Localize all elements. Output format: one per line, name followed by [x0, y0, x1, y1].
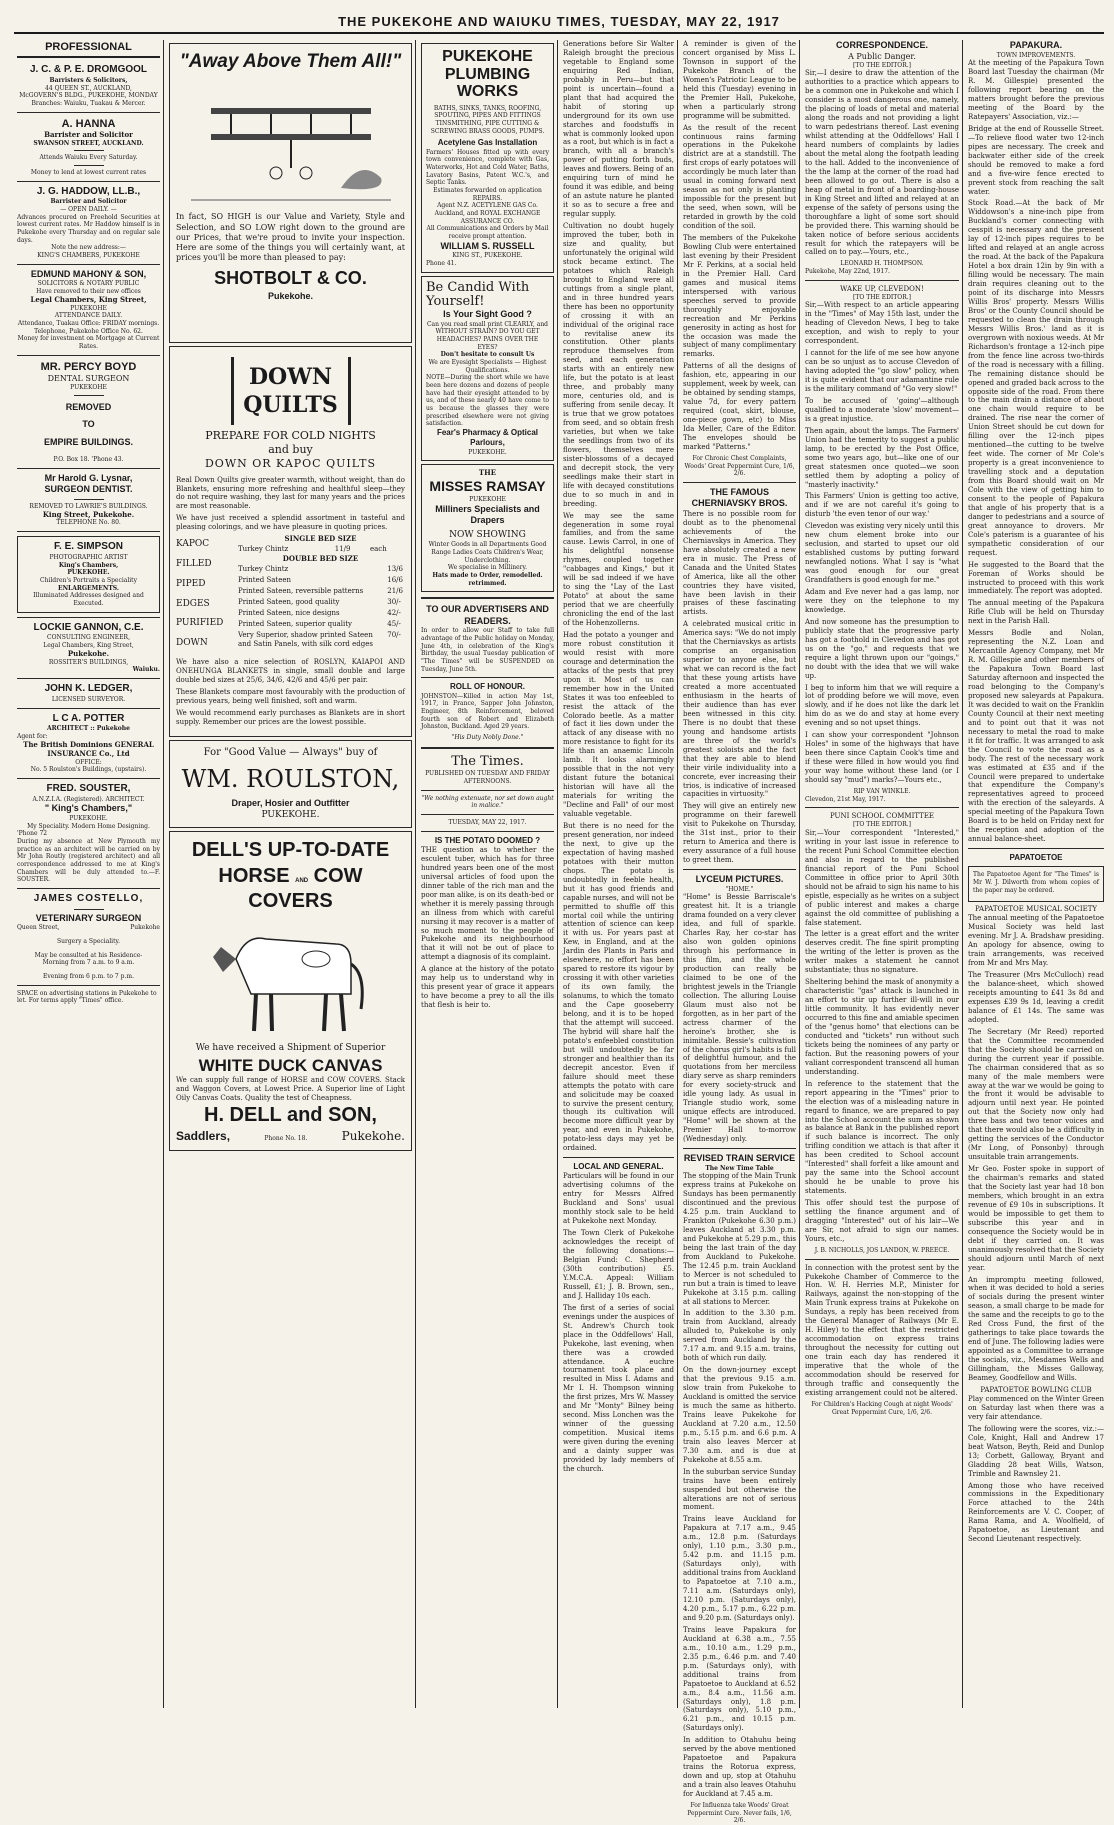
- costello-consult: May be consulted at his Residence-: [34, 951, 143, 959]
- advertisers-title: TO OUR ADVERTISERS AND READERS.: [426, 604, 549, 626]
- fear-title: Be Candid With Yourself!: [426, 279, 530, 309]
- boyd-phone: 'Phone 43.: [91, 456, 124, 464]
- correspondence-p9: And now someone has the presumption to publicly state that the progressive party has got a foothold in Clevedon and has got us on the "go," and requests that we require a light thrown upon our "goings," no doubt with the idea that we will wake up.: [805, 617, 959, 680]
- quilts-p3: We have also a nice selection of ROSLYN, KAIAPOI AND ONEHUNGA BLANKETS in single, small double and large double bed sizes at 25/6, 34/6, 42/6 and 45/6 per pair.: [176, 658, 405, 684]
- fear-town: PUKEKOHE.: [468, 448, 507, 456]
- lyceum-title: LYCEUM PICTURES.: [695, 874, 784, 885]
- simpson-name: F. E. SIMPSON: [54, 541, 123, 553]
- potato-p6: Had the potato a younger and more robust constitution it would resist with more courage and determination the attacks of the pests that prey upon it. Most of us can remember how in the United States it was too enfeebled to resist the attack of the Colorado beetle. As a matter of fact it lies down under the attack of any disease with no more resistance to fight for its life than an anaemic Lincoln lamb. It looks alarmingly possible that in the not very distant future the botanical historian will have all the materials for writing the "Decline and Fall" of our most valuable vegetable.: [563, 630, 674, 819]
- correspondence-p8: Adam and Eve never had a gas lamp, nor were they on the telephone to my knowledge.: [805, 588, 959, 614]
- haddow-hours: — OPEN DAILY. —: [60, 206, 117, 214]
- dell-name: H. DELL and SON,: [204, 1104, 377, 1127]
- lockie-rossiter: ROSSITER'S BUILDINGS,: [48, 658, 129, 666]
- correspondence-editor3: [TO THE EDITOR.]: [853, 821, 911, 829]
- quilts-left: KAPOC FILLED PIPED EDGES PURIFIED DOWN: [176, 539, 224, 649]
- column-5: [680, 40, 799, 1825]
- roulston-trades: Draper, Hosier and Outfitter: [231, 798, 350, 809]
- dell-canvas: WHITE DUCK CANVAS: [198, 1055, 383, 1075]
- quilts-p1: Real Down Quilts give greater warmth, without weight, than do Blankets, ensuring more refreshing and healthful sleep—they do not require washing, they last for many years and the prices are most reasonable.: [176, 475, 405, 511]
- horse-cover-illustration: [206, 919, 376, 1039]
- hanna-card: [17, 117, 160, 177]
- boyd-box: P.O. Box 18.: [53, 456, 90, 464]
- souster-chambers: " King's Chambers,": [44, 803, 133, 814]
- costello-evening: Evening from 6 p.m. to 7 p.m.: [43, 972, 134, 980]
- column-divider: [415, 40, 416, 1708]
- dromgool-role: Barristers & Solicitors,: [49, 76, 128, 84]
- correspondence-p7: Clevedon was existing very nicely until this new chum element broke into our seclusion, and started to upset our old established customs by putting forward newfangled notions. What I say is "what was good enough for our great Grandfathers is good enough for me.": [805, 522, 959, 585]
- potato-p1: THE question as to whether the esculent tuber, which has for three hundred years been one of the most universal articles of food upon the dinner table of the rich man and the poor man alike, is on its death-bed or whether it is merely passing through an illness from which with careful nursing it may recover is a matter of so much moment to the people of Pukekohe and its neighbourhood that it will not be out of place to attempt a diagnosis of its complaint.: [421, 845, 554, 962]
- simpson-portraits: Children's Portraits a Speciality: [40, 576, 137, 584]
- correspondence-p4: To be accused of 'going'—although qualified to a moderate 'slow' movement—is a great injustice.: [805, 396, 959, 423]
- column-divider: [557, 40, 558, 1708]
- haddow-card: [17, 186, 160, 260]
- fear-p3: NOTE—During the short while we have been here dozens and dozens of people have had their eyesight attended to by us, and of these nearly 40 have come to us because the glasses they were prescribed elsewhere were not giving satisfaction.: [426, 374, 549, 428]
- local-p3: The first of a series of social evenings under the auspices of St. Andrew's Church took place in the Oddfellows' Hall, Pukekohe, last evening, when there was a crowded attendance. A euchre tournament took place and resulted in Miss I. Adams and Mr I. H. Thompson winning the first prizes, Mrs W. Massey and Mr "Monty" Bilney being second. Miss Lonchen was the winner of the guessing competition. Musical items were given during the evening and a dainty supper was provided by lady members of the church.: [563, 1303, 674, 1473]
- papakura-p7: The Papatoetoe Agent for "The Times" is Mr W. J. Dilworth from whom copies of the paper may be ordered.: [973, 871, 1099, 894]
- dell-ad: [169, 831, 412, 1151]
- correspondence-date1: Pukekohe, May 22nd, 1917.: [805, 268, 890, 276]
- plumbing-estimates: Estimates forwarded on application: [433, 187, 542, 195]
- hanna-address: SWANSON STREET, AUCKLAND.: [33, 139, 144, 147]
- souster-name: FRED. SOUSTER,: [46, 782, 131, 794]
- dromgool-address2: McGOVERN'S BLDG., PUKEKOHE, MONDAY: [19, 92, 158, 100]
- column-4: [560, 40, 677, 1708]
- lysnar-name: Mr Harold G. Lysnar,: [44, 472, 133, 483]
- simpson-enlarge: ENLARGEMENTS.: [58, 584, 119, 592]
- quilts-and: and buy: [268, 443, 313, 457]
- souster-card: [17, 783, 160, 884]
- correspondence-p14: Sheltering behind the mask of anonymity a characteristic "gas" attack is launched in an effort to stir up further ill-will in our little community. It has evidently never occurred to this fine and amiable specimen of the "genus homo" that elections can be conducted and "tickets" run without such tickets being the nominees of any party or faction. But the reasoning powers of your valiant correspondent transcend all human understanding.: [805, 978, 959, 1076]
- souster-cred: A.N.Z.I.A. (Registered). ARCHITECT.: [32, 795, 145, 803]
- dell-title2: HORSE: [218, 864, 290, 887]
- bowling-title: PAPATOETOE BOWLING CLUB: [980, 1385, 1092, 1394]
- costello-role: VETERINARY SURGEON: [35, 912, 142, 923]
- lockie-waiuku: Waiuku.: [132, 666, 160, 674]
- local-p1: Particulars will be found in our advertising columns of the entry for Messrs Alfred Buckland and Sons' usual monthly stock sale to be held at Pukekohe next Monday.: [563, 1172, 674, 1226]
- hanna-note: Attends Waiuku Every Saturday.: [39, 154, 138, 162]
- ledger-name: JOHN K. LEDGER,: [44, 683, 133, 695]
- plumbing-phone: Phone 41.: [426, 259, 457, 267]
- times-motto: "We nothing extenuate, nor set down aught in malice.": [421, 794, 554, 810]
- concert-p1: A reminder is given of the concert organised by Miss L. Townson in support of the Pukekohe Branch of the Women's Patriotic League to be held this (Tuesday) evening in the Premier Hall, Pukekohe, when a particularly strong programme will be submitted.: [683, 40, 796, 120]
- plumbing-agent: Agent N.Z. ACETYLENE GAS Co. Auckland, and ROYAL EXCHANGE ASSURANCE CO.: [434, 202, 541, 225]
- papakura-sub: TOWN IMPROVEMENTS.: [996, 51, 1076, 59]
- correspondence-p16: This offer should test the purpose of settling the finance argument and of dragging "Interested" out of his lair—We are Sir, not afraid to sign our names. Yours, etc.,: [805, 1199, 959, 1243]
- costello-morning: Morning from 7 a.m. to 9 a.m.: [42, 959, 135, 967]
- haddow-name: J. G. HADDOW, LL.B.,: [36, 185, 141, 197]
- dromgool-address: 44 QUEEN ST., AUCKLAND,: [45, 84, 132, 92]
- train-p2: In addition to the 3.30 p.m. train from Auckland, already alluded to, Pukekohe is only served from Auckland by the 7.17 a.m. and 9.15 a.m. trains, both of which run daily.: [683, 1309, 796, 1363]
- musical-title: PAPATOETOE MUSICAL SOCIETY: [974, 905, 1098, 914]
- train-p7: In addition to Otahuhu being served by the above mentioned Papatoetoe and Papakura trains the Rotorua express, down and up, stop at Otahuhu and a train also leaves Otahuhu for Auckland at 7.45 a.m.: [683, 1736, 796, 1799]
- lysnar-phone: TELEPHONE No. 80.: [56, 519, 121, 527]
- plumbing-orders: All Communications and Orders by Mail receive prompt attention.: [426, 225, 549, 241]
- quilts-p5: We would recommend early purchases as Blankets are in short supply. Remember our prices are the lowest possible.: [176, 708, 405, 726]
- potter-agent: Agent for:: [17, 733, 48, 741]
- mahony-attendance: ATTENDANCE DAILY.: [54, 312, 123, 320]
- plumbing-street: KING ST., PUKEKOHE.: [452, 252, 523, 260]
- plumbing-title: PUKEKOHE PLUMBING WORKS: [442, 48, 533, 101]
- lockie-name: LOCKIE GANNON, C.E.: [33, 621, 144, 633]
- simpson-town: PUKEKOHE.: [67, 569, 110, 577]
- lockie-chambers: Legal Chambers,: [43, 642, 95, 650]
- times-title: The Times.: [451, 753, 524, 769]
- ramsay-the: THE: [478, 468, 497, 478]
- plumbing-name: WILLIAM S. RUSSELL: [440, 240, 535, 251]
- cherniavsky-p2: A celebrated musical critic in America says: "We do not imply that the Cherniavskys as artists comprise an organisation superior to anyone else, but what we can record is the fact that these young artists have created a more accentuated enthusiasm in the hearts of their audience than has ever been witnessed in this city. There is no doubt that these young and handsome artists are three of the world's greatest soloists and the fact that they are able to blend their virile individuality into a concrete, ever increasing their trios, is indicative of increased capacities in virtuosity.": [683, 620, 796, 799]
- concert-ad: For Chronic Chest Complaints, Woods' Great Peppermint Cure, 1/6, 2/6.: [684, 454, 795, 478]
- simpson-illum: Illuminated Addresses designed and Executed.: [33, 592, 144, 607]
- cherniavsky-p3: They will give an entirely new programme on their farewell visit to Pukekohe on Thursday, the 31st inst., prior to their return to America and there is every assurance of a full house to greet them.: [683, 802, 796, 865]
- lysnar-street: King Street,: [42, 509, 91, 519]
- train-p4: In the suburban service Sunday trains have been entirely suspended but otherwise the alterations are not of serious moment.: [683, 1467, 796, 1512]
- costello-surgery: Surgery a Speciality.: [57, 937, 120, 945]
- papakura-title: PAPAKURA.: [1009, 40, 1063, 50]
- ramsay-p1: Winter Goods in all Departments Good Range Ladies Coats Children's Wear, Underclothing.: [428, 541, 547, 564]
- shotbolt-text: In fact, SO HIGH is our Value and Variety, Style and Selection, and SO LOW right down to the ground are our Prices, that we're proud to invite your inspection. Here are some of the things you will certainly want, at prices you'll be more than pleased to pay:: [176, 212, 405, 263]
- correspondence-p6: This Farmers' Union is getting too active, and if we are not careful it's going to disturb 'the even tenor of our way.': [805, 492, 959, 519]
- costello-town: Pukekohe: [130, 924, 160, 932]
- mahony-text: Have removed to their new offices: [36, 287, 141, 295]
- ramsay-name: MISSES RAMSAY: [429, 478, 546, 495]
- roulston-ad: [169, 740, 412, 829]
- dromgool-card: [17, 64, 160, 107]
- fear-p1: Can you read small print CLEARLY, and WITHOUT STRAIN? DO YOU GET HEADACHES? PAINS OVER THE EYES?: [426, 320, 549, 351]
- souster-town: PUKEKOHE.: [69, 814, 108, 822]
- shotbolt-slogan: "Away Above Them All!": [179, 51, 402, 72]
- column-divider: [163, 40, 164, 1708]
- simpson-role: PHOTOGRAPHIC ARTIST: [49, 553, 128, 561]
- dell-title1: DELL'S UP-TO-DATE: [191, 839, 390, 862]
- train-p3: On the down-journey except that the previous 9.15 a.m. slow train from Pukekohe to Auckland is omitted the service is much the same as hitherto. Trains leave Pukekohe for Auckland at 7.20 a.m., 12.50 p.m., 5.15 p.m. and 6.6 p.m. A train also leaves Mercer at 7.30 a.m. and is due at Pukekohe at 8.55 a.m.: [683, 1366, 796, 1464]
- lockie-street: King Street,: [96, 642, 134, 650]
- papakura-p5: The annual meeting of the Papakura Rifle Club will be held on Thursday next in the Parish Hall.: [968, 599, 1104, 626]
- honour-text: JOHNSTON—Killed in action May 1st, 1917, in France, Sapper John Johnston, Engineer, 8th Reinforcement, beloved fourth son of Robert and Elizabeth Johnston, Buckland. Aged 29 years.: [421, 692, 554, 731]
- fear-ad: [421, 276, 554, 462]
- correspondence-p13: The letter is a great effort and the writer deserves credit. The fine spirit prompting the writing of the letter is proven as the writer makes a statement he cannot substantiate; thus no signature.: [805, 930, 959, 975]
- potter-role: ARCHITECT :: Pukekohe: [47, 725, 130, 733]
- ramsay-town: PUKEKOHE: [469, 496, 506, 504]
- papakura-p9: The Treasurer (Mrs McCulloch) read the balance-sheet, which showed receipts amounting to £41 3s 8d and expenses £39 9s 1d, leaving a credit balance of £1 14s. The same was adopted.: [968, 971, 1104, 1024]
- potato-p7: But there is no need for the present generation, nor indeed the next, to give up the expectation of having mashed potatoes with their mutton chops. The potato is undoubtedly in feeble health, but it has good friends and capable nurses, and will not be permitted to shuffle off this mortal coil while the untiring attention of science can keep it with us. For years past at Kew, in England, and at the Jardin des Plants in Paris and elsewhere, no effort has been spared to restore its vigour by crossing it with other varieties of its own family, the solanums, to which the tomato and the Cape gooseberry belong, and it is to be hoped that the attempt will succeed. The hybrid will share half the potato's enfeebled constitution but will undoubtedly be far stronger and healthier than its decrepit ancestor. Even if failure should meet these attempts the potato with care and solicitude may be coaxed to survive the present century, though its cultivation will become more difficult year by year, and even in Pukekohe, potato-less days may yet be ordained.: [563, 821, 674, 1153]
- papakura-p6: Messrs Bodle and Nolan, representing the N.Z. Loan and Mercantile Agency Company, met Mr R. M. Gillespie and other members of the Papakura Town Board last Saturday afternoon and inspected the road belonging to the Company's proposed new saleyards at Papakura. It was decided to wait on the Franklin County Council at their next meeting and to point out that it was not necessary to metal the road to make it fit for traffic. It was arranged to ask the Council to vote the road as a body. The rest of the necessary work was estimated at £35 and if the Council were prepared to undertake that expenditure the Company's representatives agreed to proceed with the erection of the saleyards. A special meeting of the Papakura Town Board is to be held on Friday next for the reception and adoption of the annual balance-sheet.: [968, 629, 1104, 844]
- plumbing-acetylene: Acetylene Gas Installation: [437, 138, 538, 148]
- quilts-kinds: DOWN OR KAPOC QUILTS: [204, 457, 377, 471]
- correspondence-sign1: LEONARD H. THOMPSON.: [840, 260, 924, 268]
- fear-consult: Don't hesitate to consult Us: [440, 351, 535, 359]
- train-p1: The stopping of the Main Trunk express trains at Pukekohe on Sundays has been permanently discontinued and the previous 4.25 p.m. train Auckland to Frankton (Pukekohe 6.30 p.m.) leaves Auckland at 3.30 p.m. and Pukekohe at 5.29 p.m., this being the last train of the day from Auckland to Pukekohe. The 12.45 p.m. train Auckland to Mercer is not scheduled to run but a train is timed to leave Pukekohe at 3.15 p.m. calling at all stations to Mercer.: [683, 1172, 796, 1306]
- ads-column: [166, 40, 415, 1708]
- table-row: Printed Sateen, good quality 30/-: [238, 597, 401, 606]
- potato-p4: Cultivation no doubt hugely improved the tuber, both in size and quality, but unfortunately the original wild stock became extinct. The potatoes which Raleigh brought to England were all cuttings from a single plant, and in three hundred years there has been no opportunity of crossing it with an individual of the original race to revitalise anew its constitution. Other plants reproduce themselves from seed, and each generation starts with an entirely new life, but the potato is at least three, and probably many more, centuries old, and is suffering from senile decay. It is true that we grow potatoes from seed, and so obtain fresh varieties, but when we take the seedlings from two of its flowers, themselves mere sister-blossoms of a decayed and decrepit stock, the very seedlings make their start in life with decayed constitutions due to so much in and in breeding.: [563, 222, 674, 508]
- dell-trade: Saddlers,: [176, 1128, 231, 1143]
- correspondence-p10: I beg to inform him that we will require a lot of prodding before we will move, even slowly, and if he does not like the dark let him do as we do and stay at home every evening and so not upset things.: [805, 683, 959, 728]
- boyd-to: TO: [82, 419, 95, 430]
- papakura-p10: The Secretary (Mr Reed) reported that the Committee recommended that the Society should be carried on during the current year if possible. The chairman considered that as so many of the male members were away at the war we would be going to the front it would be advisable to adjourn until next year. He pointed out that the Society now only had three bass and two tenor voices and that there would also be a difficulty in getting the services of the Conductor (Mr Long, of Ponsonby) through unsuitable train arrangements.: [968, 1027, 1104, 1162]
- souster-phone: 'Phone 72: [17, 830, 48, 838]
- times-pub: PUBLISHED ON TUESDAY AND FRIDAY AFTERNOONS.: [425, 770, 550, 786]
- correspondence-editor2: [TO THE EDITOR.]: [853, 293, 911, 301]
- space-ad: SPACE on advertising stations in Pukekohe to let. For terms apply "Times" office.: [17, 989, 157, 1005]
- times-date: TUESDAY, MAY 22, 1917.: [448, 819, 527, 827]
- roulston-lead: For "Good Value — Always" buy of: [203, 746, 378, 758]
- dell-amp: AND: [295, 877, 309, 884]
- quilts-double-table: [236, 564, 405, 650]
- hanna-name: A. HANNA: [61, 117, 116, 130]
- simpson-card: [17, 536, 160, 613]
- advertisers-text: In order to allow our Staff to take full advantage of the Public holiday on Monday, June 4th, in celebration of the King's Birthday, the usual Tuesday publication of "The Times" will be SUSPENDED on Tuesday, June 5th.: [421, 627, 554, 673]
- souster-text: During my absence at New Plymouth my practice as an architect will be carried on by Mr John Routly (registered architect) and all correspondence addressed to me at King's Chambers will be duly attended to.—F. SOUSTER.: [17, 837, 160, 884]
- potter-address: No. 5 Roulston's Buildings, (upstairs).: [30, 766, 147, 774]
- dell-text: We can supply full range of HORSE and COW COVERS. Stack and Waggon Covers, at Lowest Price. A Superior line of Light Oily Canvas Coats. Quality the test of Cheapness.: [176, 1076, 405, 1103]
- train-title: REVISED TRAIN SERVICE: [683, 1152, 796, 1163]
- train-p6: Trains leave Papakura for Auckland at 6.38 a.m., 7.55 a.m., 10.10 a.m., 1.29 p.m., 2.35 p.m., 6.46 p.m. and 7.40 p.m. (Saturdays only), with additional trains from Papatoetoe to Auckland at 6.52 a.m., 8.4 a.m., 11.56 a.m. (Saturdays only), 1.8 p.m. (Saturdays only), 5.10 p.m., 6.21 p.m., and 10.15 p.m. (Saturdays only).: [683, 1625, 796, 1733]
- plumbing-ad: [421, 43, 554, 273]
- train-p5: Trains leave Auckland for Papakura at 7.17 a.m., 9.45 a.m., 12.8 p.m. (Saturdays only), 1.10 p.m., 3.30 p.m., 5.42 p.m. and 11.15 p.m. (Saturdays only), with additional trains from Auckland to Papatoetoe at 7.10 a.m., 7.11 a.m. (Saturdays only), 12.10 p.m. (Saturdays only), 4.20 p.m., 5.17 p.m., 6.22 p.m. and 9.20 p.m. (Saturdays only).: [683, 1515, 796, 1622]
- table-row: Printed Sateen 16/6: [238, 576, 403, 585]
- dell-town: Pukekohe.: [341, 1128, 405, 1143]
- quilts-sub: PREPARE FOR COLD NIGHTS: [205, 429, 376, 443]
- cherniavsky-title: THE FAMOUS CHERNIAVSKY BROS.: [691, 486, 788, 509]
- train-sub: The New Time Table: [705, 1164, 774, 1172]
- honour-verse: "His Duty Nobly Done.": [451, 734, 524, 742]
- column-divider: [799, 40, 800, 1708]
- haddow-address: KING'S CHAMBERS, PUKEKOHE: [37, 252, 140, 260]
- potter-company: The British Dominions GENERAL INSURANCE Co., Ltd: [23, 739, 154, 758]
- shotbolt-town: Pukekohe.: [267, 290, 314, 301]
- lysnar-town: Pukekohe.: [93, 509, 135, 519]
- lyceum-p1: "Home" is Bessie Barriscale's greatest hit. It is a triangle drama founded on a very clever idea, and full of sparkle. Charles Ray, her co-star has also won golden opinions through his performance in this film, and the whole production can really be claimed to be one of the brightest jewels in the Triangle collection. The alluring Louise Glaum must also not be forgotten, as in her part of the actress charmer of the heroine's brother, she is inimitable. Bessie's cultivation of the chorus girl's habits is full of delightful humour, and the quotations from her merciless diary serve as sharp reminders for every society-struck and idle young lady. As usual in Triangle studio work, some unique effects are introduced. "Home" will be shown at the Premier Hall to-morrow (Wednesday) only.: [683, 893, 796, 1144]
- correspondence-p12: Sir,—Your correspondent "Interested," writing in your last issue in reference to the recent Puni School Committee election and also in regard to the published financial report of the Puni School Committee in office prior to April 30th should not be afraid to sign his name to his epistle, especially as he writes on a subject of public interest and makes a charge against the old committee of publishing a false statement.: [805, 828, 959, 927]
- correspondence-p15: In reference to the statement that the report appearing in the "Times" prior to the election was of a misleading nature in regard to finance, we are prepared to pay into the School account the sum as shown as balance at Bank in the published report if such balance is incorrect. The only trifling condition we attach is that after it has been credited to School account "Interested" shall forfeit a like amount and pay the same into the School account should he be unable to prove his statements.: [805, 1079, 959, 1196]
- dell-title3: COW COVERS: [248, 864, 363, 913]
- quilts-single-header: SINGLE BED SIZE: [284, 534, 357, 544]
- ramsay-ad: [421, 464, 554, 592]
- potato-title: IS THE POTATO DOOMED ?: [434, 835, 541, 845]
- boyd-name: MR. PERCY BOYD: [40, 360, 137, 373]
- correspondence-column: [802, 40, 962, 1708]
- shotbolt-name: SHOTBOLT & CO.: [214, 268, 367, 289]
- haddow-note: Note the new address:—: [51, 244, 126, 252]
- hanna-money: Money to lend at lowest current rates: [30, 168, 147, 176]
- dromgool-name: J. C. & P. E. DROMGOOL: [29, 64, 148, 76]
- boyd-town: PUKEKOHE: [70, 383, 107, 391]
- papakura-p2: Bridge at the end of Rousselle Street.—To relieve flood water two 12-inch pipes are necessary. The creek and backwater either side of the creek should be removed to make a ford and a five-wire fence erected to prevent stock from reaching the salt water.: [968, 124, 1104, 196]
- quilts-double-header: DOUBLE BED SIZE: [282, 554, 359, 564]
- potato-p3: Generations before Sir Walter Raleigh brought the precious vegetable to England some enquiring Red Indian, probably in Peru—but that point is uncertain—found a plant that had acquired the habit of storing up underground for its own use starches and foodstuffs in what is commonly looked upon as a root, but which is in fact a branch, with all a branch's power of putting forth buds, leaves and flowers. Being of an enquiring turn of mind he found it was edible, and being of an astute nature he planted it so as to secure a free and regular supply.: [563, 40, 674, 219]
- airplane-illustration: [191, 78, 391, 208]
- papakura-p11: Mr Geo. Foster spoke in support of the chairman's remarks and stated that the Society last year had 18 bon members, which brought in an extra revenue of £9 10s in subscriptions. It would be impossible to get them to subscribe this year and in consequence the Society would be in debt if they carried on. It was unanimously resolved that the Society should adjourn until March of next year.: [968, 1165, 1104, 1272]
- table-row: Printed Sateen, superior quality 45/-: [238, 619, 401, 628]
- masthead: [14, 14, 1104, 34]
- table-row: Very Superior, shadow printed Sateen and Satin Panels, with silk cord edges 70/-: [238, 630, 401, 648]
- papakura-column: [965, 40, 1107, 1708]
- cherniavsky-p1: There is no possible room for doubt as to the phenomenal achievements of the Cherniavskys in America. They have absolutely created a new era in music. The Press of Canada and the United States of America, like all the other countries they have visited, have been lavish in their praises of these fascinating artists.: [683, 509, 796, 617]
- quilts-title2: QUILTS: [243, 392, 338, 419]
- papakura-p12: An impromptu meeting followed, when it was decided to hold a series of socials during the present winter season, a small charge to be made for the same and the receipts to go to the Red Cross Fund, the first of the gatherings to take place towards the end of June. The following ladies were appointed as a Committee to arrange the socials, viz., Mesdames Wells and Gillingham, the Misses Galloway, Beamey, Goodfellow and Wills.: [968, 1275, 1105, 1383]
- ramsay-p3: Hats made to Order, remodelled. retrimmed.: [432, 572, 543, 587]
- papakura-p4: He suggested to the Board that the Foreman of Works should be instructed to proceed with this work immediately. The report was adopted.: [968, 560, 1104, 596]
- costello-street: Queen Street,: [17, 924, 60, 932]
- concert-p2: As the result of the recent continuous rains farming operations in the Pukekohe district are at a standstill. The first crops of early potatoes will accordingly be much later than usual in coming forward next season as not only is planting impossible for the present but the seed, when sown, will be retarded in growth by the cold condition of the soil.: [683, 123, 796, 231]
- correspondence-sign2: RIP VAN WINKLE.: [853, 788, 911, 796]
- lysnar-role: SURGEON DENTIST.: [44, 484, 133, 495]
- correspondence-p2: Sir,—With respect to an article appearing in the "Times" of May 15th last, under the heading of Clevedon News, I beg to take exception, and wish to reply to your correspondent.: [805, 301, 959, 346]
- mahony-town: PUKEKOHE: [70, 304, 107, 312]
- local-title: LOCAL AND GENERAL.: [573, 1162, 664, 1172]
- fear-p2: We are Eyesight Specialists — Highest Qualifications.: [428, 359, 547, 374]
- mahony-money: Money for investment on Mortgage at Current Rates.: [17, 335, 160, 350]
- ramsay-trade: Milliners Specialists and Drapers: [435, 503, 540, 526]
- concert-p4: Patterns of all the designs of fashion, etc, appearing in our supplement, week by week, can be obtained by sending stamps, value 7d, for every pattern required (coat, skirt, blouse, one-piece gown, etc) to Miss Ida Meller, Care of the Editor. The envelopes should be marked "Patterns.": [683, 362, 796, 451]
- honour-title: ROLL OF HONOUR.: [450, 682, 525, 692]
- correspondence-p3: I cannot for the life of me see how anyone can be so unjust as to accuse Clevedon of having adopted the "go slow" policy, when it is quite evident that our adamantine rule is the military command of "Go very slow!": [805, 349, 959, 393]
- ledger-role: LICENSED SURVEYOR.: [51, 695, 126, 703]
- table-row: Turkey Chintz 11/9 each: [238, 545, 387, 554]
- boyd-building: EMPIRE BUILDINGS.: [43, 436, 133, 447]
- costello-name: JAMES COSTELLO,: [33, 892, 144, 904]
- lysnar-removed: REMOVED TO LAWRIE'S BUILDINGS.: [29, 502, 148, 510]
- lockie-role: CONSULTING ENGINEER,: [47, 634, 130, 642]
- professional-header: PROFESSIONAL: [17, 40, 160, 58]
- plumbing-repairs: REPAIRS.: [472, 194, 503, 202]
- local-p2: The Town Clerk of Pukekohe acknowledges the receipt of the following donations:— Belgian Fund: C. Shepherd (30th contribution) £5. Y.M.C.A. Appeal: William Russell, £1; J. B. Brown, sen., and J. Halliday 10s each.: [563, 1229, 674, 1300]
- table-row: Turkey Chintz 13/6: [238, 565, 403, 574]
- plumbing-p1: Farmers' Houses fitted up with every town convenience, complete with Gas, Waterworks, Hot and Cold Water, Baths, Lavatory Basins, Patent W.C.'s, and Septic Tanks.: [426, 148, 549, 187]
- simpson-chambers: King's Chambers,: [58, 561, 119, 569]
- papakura-p3: Stock Road.—At the back of Mr Widdowson's a nine-inch pipe from Buckland's corner connecting with cesspit is necessary and the present lay of 12-inch pipes requires to be lifted and relayed at an angle across the road. At the back of the Papakura Hotel a box drain 12in by 9in with a filling would be necessary. The main drain requires cleaning out to the point of its discharge into Messrs Willis Bros' property. Messrs Willis Bros' or the County Council should be requested to clean the drain through Messrs Willis Bros.' land as it is overgrown with noxious weeds. At Mr Richardson's frontage a 12-inch pipe from the fence line across two-thirds of the road is necessary with a filling. The remaining distance should be opened and graded back across to the opposite side of the road. From there to the main drain a distance of about one chain would require to be drained. The rise near the corner of Union Street should be cut down for filling over the 12-inch pipes mentioned—the cutting to be twelve feet wide. The corner of Mr Cole's property is a great inconvenience to travelling stock and a deputation from this Board should wait on Mr Cole with the view of getting him to consent to the people of Papakura that angle of his property that is a danger to pedestrians and a source of great annoyance to drovers. Mr Cole's paterism is a guarantee of his sympathetic consideration of our request.: [968, 199, 1104, 557]
- boyd-card: [17, 360, 160, 464]
- dromgool-branches: Branches: Waiuku, Tuakau & Mercer.: [31, 99, 146, 107]
- lockie-card: [17, 622, 160, 674]
- boyd-removed: REMOVED: [65, 401, 112, 412]
- mahony-chambers: Legal Chambers, King Street,: [30, 294, 147, 304]
- correspondence-ad: For Children's Hacking Cough at night Woods' Great Peppermint Cure, 1/6, 2/6.: [811, 1400, 953, 1416]
- mahony-tuakau: Attendance, Tuakau Office: FRIDAY mornings. Telephone, Pukekohe Office No. 62.: [17, 319, 160, 335]
- table-row: Printed Sateen, reversible patterns 21/6: [238, 587, 403, 596]
- column-divider: [677, 40, 678, 1708]
- boyd-role: DENTAL SURGEON: [47, 373, 130, 383]
- correspondence-editor: [TO THE EDITOR.]: [853, 61, 911, 69]
- ramsay-p2: We specialise in Millinery.: [447, 564, 528, 572]
- fear-name: Fear's Pharmacy & Optical Parlours,: [436, 428, 539, 448]
- potter-card: [17, 713, 160, 774]
- hanna-role: Barrister and Solicitor: [44, 129, 133, 139]
- dell-shipment: We have received a Shipment of Superior: [195, 1043, 386, 1054]
- correspondence-p5: Then again, about the lamps. The Farmers' Union had the temerity to suggest a public lamp, to be erected by the Post Office, some two years ago, but—like one of our great statesmen once quoted—we soon settled them by adopting a policy of "masterly inactivity.": [805, 426, 959, 489]
- papakura-p14: The following were the scores, viz.:—Cole, Knight, Hall and Andrew 17 beat Watson, Beyth, Reid and Dunlop 13; Corbett, Galloway, Bryant and Gladding 28 beat Wills, Watson, Trimble and Rawnsley 21.: [968, 1424, 1104, 1478]
- mahony-name: EDMUND MAHONY & SON,: [30, 268, 147, 279]
- train-ad: For Influenza take Woods' Great Peppermint Cure. Never fails, 1/6, 2/6.: [687, 1801, 792, 1825]
- mahony-role: SOLICITORS & NOTARY PUBLIC: [37, 280, 140, 288]
- costello-card: [17, 893, 160, 981]
- potter-office: OFFICE:: [75, 758, 102, 766]
- potato-p2: A glance at the history of the potato may help us to understand why in this present year of grace it appears to have become a prey to all the ills that flesh is heir to.: [421, 965, 554, 1010]
- plumbing-services: BATHS, SINKS, TANKS, ROOFING, SPOUTING, PIPES AND FITTINGS TINSMITHING, PIPE CUTTING & SCREWING BRASS GOODS, PUMPS.: [430, 104, 545, 135]
- haddow-role: Barrister and Solicitor: [50, 198, 127, 206]
- roulston-town: PUKEKOHE.: [261, 809, 320, 820]
- correspondence-p11: I can show your correspondent "Johnson Holes" in some of the highways that have been there since Captain Cook's time and if these were filled in how would you find your way home without these land (or I should say "mud") marks?—Yours etc.,: [805, 731, 959, 785]
- ledger-card: [17, 683, 160, 703]
- dell-phone: Phone No. 18.: [264, 1134, 308, 1142]
- papatoetoe-title: PAPATOETOE: [1009, 853, 1063, 863]
- potter-name: L C A. POTTER: [52, 712, 125, 724]
- correspondence-wake: WAKE UP, CLEVEDON!: [840, 284, 924, 293]
- ramsay-showing: NOW SHOWING: [449, 529, 526, 540]
- papakura-p15: Among those who have received commissions in the Expeditionary Force attached to the 24th Reinforcements are V. C. Cooper, of Rama Rama, and A. Woolfield, of Papatoetoe, as Lieutenant and Second Lieutenant respectively.: [968, 1481, 1104, 1544]
- quilts-p4: These Blankets compare most favourably with the production of previous years, being well finished, soft and warm.: [176, 687, 405, 705]
- column-divider: [962, 40, 963, 1708]
- papakura-p8: The annual meeting of the Papatoetoe Musical Society was held last evening. Mr J. A. Bradshaw presiding. An apology for absence, owing to train arrangements, was received from Mr and Mrs May.: [968, 914, 1104, 968]
- correspondence-date2: Clevedon, 21st May, 1917.: [805, 795, 886, 803]
- correspondence-sign3: J. B. NICHOLLS, JOS LANDON, W. PREECE.: [814, 1246, 950, 1254]
- mahony-card: [17, 269, 160, 351]
- correspondence-p1: Sir,—I desire to draw the attention of the authorities to a practice which appears to be a common one in Pukekohe and which I consider is a most dangerous one, namely, the placing of loads of metal and material along the roads and not providing a light to warn pedestrians thereof. Last evening whilst attending at the Oddfellows' Hall I heard numbers of complaints by ladies about the metal along the footpath leading to the hall. Added to the inconvenience of the the lamp at the corner of the road had been allowed to go out. There is also a heap of metal in front of a boarding-house in King Street and lifted and relayed at an expense of the safety of persons using the thoroughfare a light of some sort should be provided there. This warning should be taken notice of before serious accidents result for which the ratepayers will be called on to pay.—Yours, etc.,: [805, 69, 959, 257]
- professional-column: [14, 40, 163, 1708]
- roulston-name: WM. ROULSTON,: [181, 764, 400, 793]
- masthead-title: THE PUKEKOHE AND WAIUKU TIMES, TUESDAY, MAY 22, 1917: [338, 14, 780, 29]
- column-3: [418, 40, 557, 1708]
- fear-question: Is Your Sight Good ?: [443, 309, 532, 320]
- correspondence-title: CORRESPONDENCE.: [835, 40, 928, 50]
- correspondence-p17: In connection with the protest sent by the Pukekohe Chamber of Commerce to the Hon. W. H. Herries M.P., Minister for Railways, against the non-stopping of the Main Trunk express trains at Pukekohe on Sundays, a reply has been received from the General Manager of Railways (Mr E. H. Hiley) to the effect that the restricted accommodation on express trains throughout the necessity for cutting out one train each day has rendered it imperative that the whole of the accommodation should be reserved for through traffic and consequently the existing arrangement could not be altered.: [805, 1263, 959, 1397]
- quilts-p2: We have just received a splendid assortment in tasteful and pleasing colorings, and we have pleasure in quoting prices.: [176, 514, 405, 532]
- papakura-p1: At the meeting of the Papakura Town Board last Tuesday the chairman (Mr R. M. Gillespie) presented the following report bearing on the matters brought before the previous meeting of the Board by the Ratepayers' Association, viz.:—: [968, 59, 1104, 121]
- haddow-text: Advances procured on Freehold Securities at lowest current rates. Mr Haddow himself is in Pukekohe every Thursday and on regular sale days.: [17, 213, 160, 244]
- correspondence-puni: PUNI SCHOOL COMMITTEE: [829, 812, 935, 821]
- quilts-title1: DOWN: [248, 364, 333, 390]
- concert-p3: The members of the Pukekohe Bowling Club were entertained last evening by their President Mr F. Perkins, at a social held in the Premier Hall. Card games and musical items interspersed with various speeches served to provide thoroughly enjoyable recreation and Mr Perkins generosity in acting as host for the occasion was made the subject of many complimentary remarks.: [683, 234, 796, 359]
- quilts-ad: [169, 346, 412, 737]
- papakura-p13: Play commenced on the Winter Green on Saturday last when there was a very fair attendance.: [968, 1394, 1104, 1421]
- lysnar-card: [17, 473, 160, 527]
- correspondence-danger: A Public Danger.: [848, 51, 916, 61]
- lockie-town: Pukekohe.: [67, 648, 110, 658]
- souster-specialty: My Speciality. Modern Home Designing.: [27, 822, 150, 830]
- lyceum-film: "HOME.": [725, 885, 754, 893]
- table-row: Printed Sateen, nice designs 42/-: [238, 608, 401, 617]
- potato-p5: We may see the same degeneration in some royal families, and from the same cause. Lewis Carrol, in one of his delightful nonsense rhymes, coupled together "cabbages and Kings," but it will be sad indeed if we have to sing the "Lay of the Last Potato" at about the same period that we are cheerfully chronicling the end of the last of the Hohenzollerns.: [563, 511, 674, 627]
- shotbolt-ad: [169, 43, 412, 343]
